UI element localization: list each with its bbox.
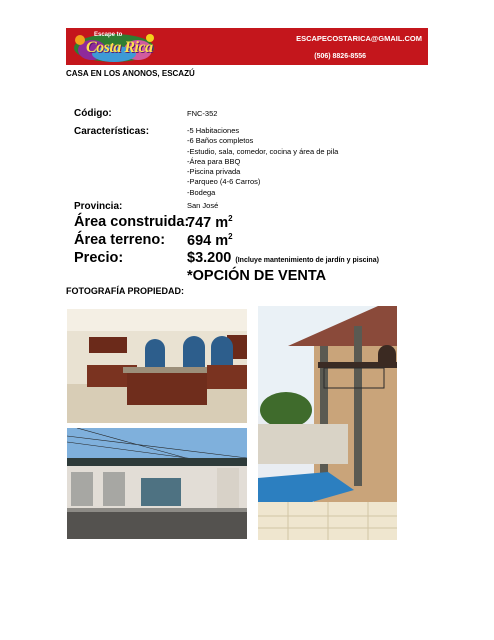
area-construida-value — [187, 214, 233, 231]
precio-value — [187, 250, 379, 266]
area-exponent: 2 — [228, 232, 233, 241]
area-construida-label: Área construida: — [74, 214, 190, 230]
area-terreno-label: Área terreno: — [74, 232, 166, 248]
codigo-value: FNC-352 — [187, 109, 218, 118]
codigo-label: Código: — [74, 108, 112, 119]
caracteristicas-list — [187, 126, 338, 198]
house-exterior-pool-photo — [258, 306, 397, 540]
logo-big-text: Costa Rica — [86, 39, 153, 56]
caracteristica-item: -Piscina privada — [187, 167, 241, 177]
escape-to-costa-rica-logo — [72, 30, 156, 63]
area-exponent: 2 — [228, 214, 233, 223]
precio-note: (Incluye mantenimiento de jardín y piscina) — [235, 257, 379, 264]
caracteristicas-label: Características: — [74, 126, 150, 137]
kitchen-photo — [67, 309, 247, 423]
property-title: CASA EN LOS ANONOS, ESCAZÚ — [66, 69, 195, 78]
header-banner — [66, 28, 428, 65]
caracteristica-item: -Estudio, sala, comedor, cocina y área de pila — [187, 146, 339, 156]
logo-small-text: Escape to — [94, 32, 123, 38]
caracteristica-item: -5 Habitaciones — [187, 126, 240, 135]
area-terreno-value — [187, 232, 233, 249]
provincia-label: Provincia: — [74, 201, 123, 212]
header-email[interactable]: ESCAPECOSTARICA@GMAIL.COM — [296, 34, 422, 43]
fotos-title: FOTOGRAFÍA PROPIEDAD: — [66, 286, 185, 296]
area-terreno-number: 694 m — [187, 233, 229, 249]
caracteristica-item: -6 Baños completos — [187, 136, 254, 146]
provincia-value: San José — [187, 201, 219, 210]
caracteristica-item: -Área para BBQ — [187, 156, 241, 166]
caracteristica-item: -Bodega — [187, 187, 216, 197]
opcion-venta: *OPCIÓN DE VENTA — [187, 268, 327, 284]
area-construida-number: 747 m — [187, 215, 229, 231]
street-facade-photo — [67, 428, 247, 539]
precio-label: Precio: — [74, 250, 124, 266]
header-phone: (506) 8826-8556 — [314, 53, 366, 60]
caracteristica-item: -Parqueo (4-6 Carros) — [187, 177, 261, 187]
precio-number: $3.200 — [187, 250, 232, 266]
